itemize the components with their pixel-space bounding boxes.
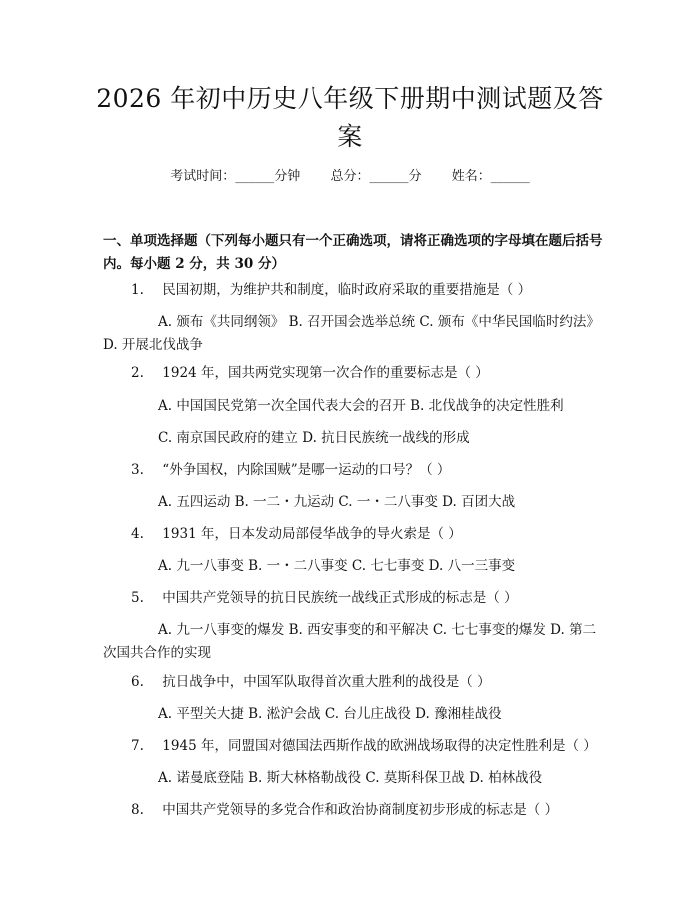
option-line: A. 颁布《共同纲领》 B. 召开国会选举总统 C. 颁布《中华民国临时约法》 D. 开展北伐战争 <box>103 314 600 353</box>
question-4-options <box>103 555 603 578</box>
question-text: 1931 年，日本发动局部侵华战争的导火索是（ ） <box>162 526 462 542</box>
question-6 <box>103 671 603 693</box>
option-line: A. 中国国民党第一次全国代表大会的召开 B. 北伐战争的决定性胜利 <box>158 398 564 414</box>
question-6-options <box>103 703 603 726</box>
question-8 <box>103 799 603 821</box>
question-number: 3. <box>131 462 144 478</box>
question-number: 2. <box>131 365 144 381</box>
question-text: 1945 年，同盟国对德国法西斯作战的欧洲战场取得的决定性胜利是（ ） <box>162 738 597 754</box>
question-5 <box>103 587 603 609</box>
question-2-options-a <box>103 395 603 418</box>
question-text: 民国初期，为维护共和制度，临时政府采取的重要措施是（ ） <box>162 282 532 298</box>
exam-meta <box>0 168 700 186</box>
total-score-label: 总分：______分 <box>330 169 422 184</box>
question-text: 中国共产党领导的多党合作和政治协商制度初步形成的标志是（ ） <box>162 802 559 818</box>
question-1 <box>103 279 603 301</box>
option-line: A. 诺曼底登陆 B. 斯大林格勒战役 C. 莫斯科保卫战 D. 柏林战役 <box>158 770 543 786</box>
question-number: 8. <box>131 802 144 818</box>
option-line: A. 九一八事变 B. 一・二八事变 C. 七七事变 D. 八一三事变 <box>158 558 516 574</box>
question-5-options <box>103 619 603 665</box>
question-text: “外争国权，内除国贼”是哪一运动的口号？（ ） <box>162 462 451 478</box>
exam-time-label: 考试时间：______分钟 <box>170 169 301 184</box>
question-3 <box>103 459 603 481</box>
question-number: 1. <box>131 282 144 298</box>
question-2 <box>103 362 603 384</box>
option-line: A. 五四运动 B. 一二・九运动 C. 一・二八事变 D. 百团大战 <box>158 494 516 510</box>
question-number: 6. <box>131 674 144 690</box>
option-line: A. 九一八事变的爆发 B. 西安事变的和平解决 C. 七七事变的爆发 D. 第二次国共合作的实现 <box>103 622 597 661</box>
option-line: C. 南京国民政府的建立 D. 抗日民族统一战线的形成 <box>158 430 470 446</box>
question-7 <box>103 735 603 757</box>
question-2-options-b <box>103 427 603 450</box>
question-number: 5. <box>131 590 144 606</box>
question-7-options <box>103 767 603 790</box>
option-line: A. 平型关大捷 B. 淞沪会战 C. 台儿庄战役 D. 豫湘桂战役 <box>158 706 502 722</box>
page-title: 2026 年初中历史八年级下册期中测试题及答案 <box>96 84 604 151</box>
question-1-options <box>103 311 603 357</box>
question-text: 1924 年，国共两党实现第一次合作的重要标志是（ ） <box>162 365 489 381</box>
question-text: 抗日战争中，中国军队取得首次重大胜利的战役是（ ） <box>162 674 491 690</box>
question-3-options <box>103 491 603 514</box>
question-number: 7. <box>131 738 144 754</box>
question-text: 中国共产党领导的抗日民族统一战线正式形成的标志是（ ） <box>162 590 518 606</box>
question-number: 4. <box>131 526 144 542</box>
section-heading: 一、单项选择题（下列每小题只有一个正确选项，请将正确选项的字母填在题后括号内。每小题 2 分，共 30 分） <box>103 233 603 272</box>
question-4 <box>103 523 603 545</box>
student-name-label: 姓名：______ <box>451 169 530 184</box>
